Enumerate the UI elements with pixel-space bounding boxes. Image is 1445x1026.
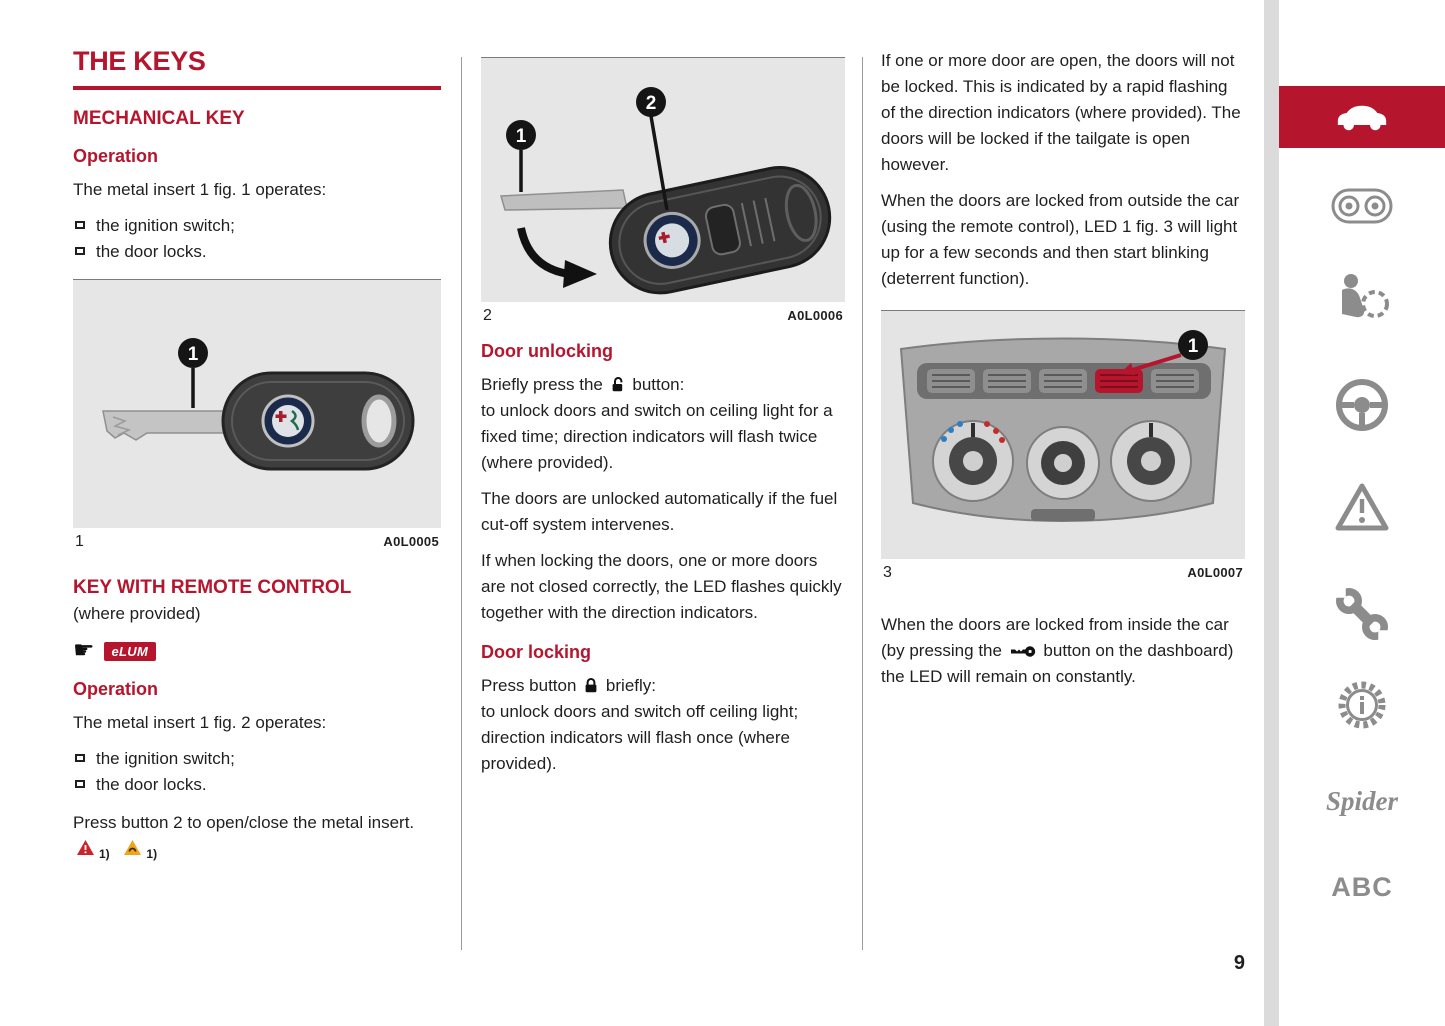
- paragraph-locked-inside: [881, 612, 1245, 690]
- steering-wheel-icon: [1335, 378, 1389, 432]
- paragraph-fuel-cutoff: The doors are unlocked automatically if the fuel cut-off system intervenes.: [481, 489, 838, 534]
- heading-operation-2: Operation: [73, 679, 159, 699]
- abc-label: ABC: [1331, 872, 1393, 902]
- figure-number: 2: [483, 307, 492, 324]
- press-note-text: Press button 2 to open/close the metal insert.: [73, 813, 415, 832]
- vent-buttons: [927, 369, 1199, 393]
- figure-number: 1: [75, 533, 84, 550]
- column-divider: [461, 57, 462, 950]
- rotary-knobs: [933, 421, 1191, 501]
- sidebar-item-steering-wheel[interactable]: [1279, 378, 1445, 432]
- caution-yellow-icon: [123, 839, 142, 856]
- figure-remote-key: [481, 57, 845, 325]
- figure-code: A0L0007: [1187, 565, 1243, 580]
- list-item: [73, 239, 441, 265]
- paragraph-press-note: [73, 810, 441, 863]
- sidebar-item-spider[interactable]: [1279, 786, 1445, 817]
- sidebar-item-warning[interactable]: [1279, 482, 1445, 532]
- operation2-bullet-list: [73, 746, 441, 798]
- heading-door-locking: Door locking: [481, 642, 592, 662]
- warning-triangle-red-icon: [76, 839, 95, 856]
- heading-door-unlocking: Door unlocking: [481, 341, 613, 361]
- sidebar-item-airbag[interactable]: [1279, 272, 1445, 322]
- sidebar-item-maintenance[interactable]: [1279, 588, 1445, 640]
- callout-number: 2: [645, 93, 657, 114]
- figure-caption: [481, 302, 845, 325]
- callout-number: 1: [187, 344, 199, 365]
- paragraph-locking: [481, 673, 845, 777]
- pointing-hand-icon: ☛: [73, 637, 95, 664]
- key-button-icon: [1010, 645, 1036, 658]
- warning-triangle-icon: [1334, 482, 1390, 532]
- paragraph-locked-outside: When the doors are locked from outside the car (using the remote control), LED 1 fig. 3 will light up for a few seconds and then start blinking (deterrent function).: [881, 191, 1240, 288]
- callout-number: 1: [1187, 336, 1199, 357]
- middle-column: [481, 0, 845, 787]
- list-item-text: the door locks.: [96, 775, 207, 794]
- heading-operation-1: Operation: [73, 146, 159, 166]
- instrument-cluster-icon: [1331, 188, 1393, 224]
- page-edge-strip: [1264, 0, 1279, 1026]
- figure-2-image: [481, 58, 845, 302]
- elum-badge: eLUM: [104, 642, 157, 661]
- square-bullet-icon: [75, 247, 85, 255]
- square-bullet-icon: [75, 780, 85, 788]
- wrench-icon: [1336, 588, 1388, 640]
- locked-inside-pre: When the doors are locked from inside the car (by pressing the: [881, 615, 1229, 660]
- car-icon: [1333, 100, 1391, 134]
- square-bullet-icon: [75, 754, 85, 762]
- paragraph-operation1-intro: The metal insert 1 fig. 1 operates:: [73, 180, 327, 199]
- unlock-icon: [611, 376, 625, 392]
- figure-1-image: [73, 280, 441, 528]
- paragraph-operation2-intro: The metal insert 1 fig. 2 operates:: [73, 713, 327, 732]
- paragraph-doors-open: If one or more door are open, the doors will not be locked. This is indicated by a rapid flashing of the direction indicators (where provided). The doors will be locked if the tailgate is open however.: [881, 51, 1241, 174]
- list-item-text: the door locks.: [96, 242, 207, 261]
- remote-subtitle: (where provided): [73, 604, 201, 623]
- figure-climate-panel: [881, 310, 1245, 582]
- unlocking-text-post: button:: [632, 375, 685, 394]
- list-item: [73, 213, 441, 239]
- warning-reference: 1): [146, 847, 158, 861]
- sidebar-item-car[interactable]: [1279, 86, 1445, 148]
- list-item: [73, 772, 441, 798]
- unlocking-text-pre: Briefly press the: [481, 375, 603, 394]
- figure-mechanical-key: [73, 279, 441, 551]
- figure-caption: [881, 559, 1245, 582]
- locked-inside-post: button on the dashboard) the LED will remain on constantly.: [881, 641, 1234, 686]
- sidebar-item-abc[interactable]: [1279, 872, 1445, 903]
- warning-reference: 1): [99, 847, 110, 861]
- figure-code: A0L0005: [383, 534, 439, 549]
- figure-code: A0L0006: [787, 308, 843, 323]
- right-column: [881, 0, 1245, 700]
- figure-caption: [73, 528, 441, 551]
- heading-key-remote-control: KEY WITH REMOTE CONTROL: [73, 577, 352, 598]
- page-number: 9: [1233, 952, 1245, 974]
- figure-3-image: [881, 311, 1245, 559]
- list-item: [73, 746, 441, 772]
- lock-icon: [584, 677, 598, 693]
- elum-indicator: [73, 639, 441, 663]
- locking-text-body: to unlock doors and switch off ceiling light; direction indicators will flash once (where provided).: [481, 702, 799, 773]
- column-divider: [862, 57, 863, 950]
- page-title: THE KEYS: [73, 46, 441, 90]
- climate-panel-drawing: [901, 339, 1225, 522]
- list-item-text: the ignition switch;: [96, 216, 235, 235]
- locking-text-post: briefly:: [605, 676, 656, 695]
- left-column: [73, 0, 441, 873]
- sidebar-item-technical-info[interactable]: [1279, 678, 1445, 732]
- section-icon-sidebar: [1279, 0, 1445, 1026]
- paragraph-unlocking: [481, 372, 845, 476]
- unlocking-text-body: to unlock doors and switch on ceiling light for a fixed time; direction indicators will flash twice (where provided).: [481, 401, 833, 472]
- square-bullet-icon: [75, 221, 85, 229]
- list-item-text: the ignition switch;: [96, 749, 235, 768]
- gear-info-icon: [1335, 678, 1389, 732]
- paragraph-led-flash: If when locking the doors, one or more doors are not closed correctly, the LED flashes quickly together with the direction indicators.: [481, 551, 842, 622]
- airbag-icon: [1334, 272, 1390, 322]
- locking-text-pre: Press button: [481, 676, 577, 695]
- figure-number: 3: [883, 564, 892, 581]
- sidebar-item-instrument-cluster[interactable]: [1279, 188, 1445, 224]
- spider-brand-label: Spider: [1325, 786, 1398, 816]
- operation1-bullet-list: [73, 213, 441, 265]
- heading-mechanical-key: MECHANICAL KEY: [73, 108, 245, 129]
- callout-number: 1: [515, 126, 527, 147]
